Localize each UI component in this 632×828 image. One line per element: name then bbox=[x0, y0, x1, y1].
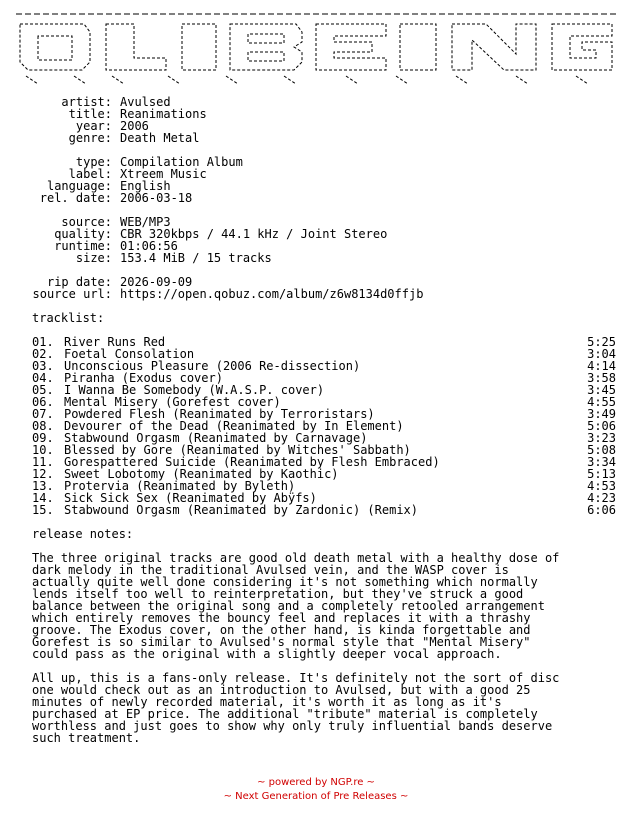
track-number: 04. bbox=[32, 371, 54, 385]
footer bbox=[0, 776, 632, 804]
info-row-rel-date bbox=[0, 192, 632, 204]
info-row-genre bbox=[0, 132, 632, 144]
track-row bbox=[32, 504, 616, 516]
track-number: 08. bbox=[32, 419, 54, 433]
track-number: 09. bbox=[32, 431, 54, 445]
track-title: Foetal Consolation bbox=[64, 347, 195, 361]
track-duration: 3:23 bbox=[587, 431, 616, 445]
track-title: Protervia (Reanimated by Byleth) bbox=[64, 479, 296, 493]
track-number: 03. bbox=[32, 359, 54, 373]
track-number: 06. bbox=[32, 395, 54, 409]
track-duration: 5:25 bbox=[587, 335, 616, 349]
track-number: 15. bbox=[32, 503, 54, 517]
footer-powered-by[interactable]: ~ powered by NGP.re ~ bbox=[257, 777, 375, 788]
source-url-link[interactable]: https://open.qobuz.com/album/z6w8134d0ffjb bbox=[120, 287, 424, 301]
size-label: size: bbox=[75, 251, 112, 265]
type-label: type: bbox=[75, 155, 112, 169]
release-notes-heading: release notes: bbox=[32, 527, 134, 541]
track-number: 01. bbox=[32, 335, 54, 349]
track-title: Sweet Lobotomy (Reanimated by Kaothic) bbox=[64, 467, 339, 481]
track-title: Stabwound Orgasm (Reanimated by Zardonic) (Remix) bbox=[64, 503, 419, 517]
track-duration: 5:06 bbox=[587, 419, 616, 433]
year-label: year: bbox=[75, 119, 112, 133]
title-label: title: bbox=[68, 107, 112, 121]
title-value: Reanimations bbox=[120, 107, 207, 121]
track-duration: 6:06 bbox=[587, 503, 616, 517]
info-row-source-url bbox=[0, 288, 632, 300]
source-value: WEB/MP3 bbox=[120, 215, 171, 229]
track-title: Sick Sick Sex (Reanimated by Abÿfs) bbox=[64, 491, 317, 505]
source-url-label: source url: bbox=[32, 287, 112, 301]
ngp-banner-logo bbox=[16, 10, 616, 86]
rel-date-label: rel. date: bbox=[39, 191, 112, 205]
release-notes-paragraph-1: The three original tracks are good old death metal with a healthy dose of dark melody in the traditional Avulsed vein, and the WASP cover is actually quite well done considering it's not something which normally lends itself too well to reinterpretation, but they've struck a good balance between the original song and a completely retooled arrangement which entirely removes the bouncy feel and replaces it with a thrashy groove. The Exodus cover, on the other hand, is kinda forgettable and Gorefest is so similar to Avulsed's normal style that "Mental Misery" could pass as the original with a slightly deeper vocal approach. bbox=[32, 551, 560, 661]
runtime-label: runtime: bbox=[54, 239, 112, 253]
track-number: 02. bbox=[32, 347, 54, 361]
track-duration: 4:55 bbox=[587, 395, 616, 409]
track-duration: 4:14 bbox=[587, 359, 616, 373]
rip-date-label: rip date: bbox=[46, 275, 112, 289]
track-number: 13. bbox=[32, 479, 54, 493]
genre-label: genre: bbox=[68, 131, 112, 145]
track-duration: 5:13 bbox=[587, 467, 616, 481]
label-value: Xtreem Music bbox=[120, 167, 207, 181]
rel-date-value: 2006-03-18 bbox=[120, 191, 193, 205]
track-duration: 3:45 bbox=[587, 383, 616, 397]
track-title: Stabwound Orgasm (Reanimated by Carnavage) bbox=[64, 431, 368, 445]
track-duration: 3:04 bbox=[587, 347, 616, 361]
track-duration: 3:58 bbox=[587, 371, 616, 385]
quality-label: quality: bbox=[54, 227, 112, 241]
track-title: Gorespattered Suicide (Reanimated by Flesh Embraced) bbox=[64, 455, 440, 469]
track-title: Powdered Flesh (Reanimated by Terroristars) bbox=[64, 407, 375, 421]
track-duration: 4:53 bbox=[587, 479, 616, 493]
tracklist-heading: tracklist: bbox=[32, 311, 105, 325]
track-number: 11. bbox=[32, 455, 54, 469]
track-number: 05. bbox=[32, 383, 54, 397]
album-info-block bbox=[0, 96, 632, 300]
track-title: Unconscious Pleasure (2006 Re-dissection) bbox=[64, 359, 361, 373]
info-row-size bbox=[0, 252, 632, 264]
track-title: Blessed by Gore (Reanimated by Witches' Sabbath) bbox=[64, 443, 411, 457]
footer-tagline: ~ Next Generation of Pre Releases ~ bbox=[223, 791, 409, 802]
track-duration: 3:49 bbox=[587, 407, 616, 421]
year-value: 2006 bbox=[120, 119, 149, 133]
tracklist bbox=[32, 336, 616, 516]
track-number: 07. bbox=[32, 407, 54, 421]
release-notes-paragraph-2: All up, this is a fans-only release. It's definitely not the sort of disc one would check out as an introduction to Avulsed, but with a good 25 minutes of newly recorded material, it's worth it as long as it's purchased at EP price. The additional "tribute" material is completely worthless and just goes to show why only truly influential bands deserve such treatment. bbox=[32, 671, 560, 745]
track-number: 14. bbox=[32, 491, 54, 505]
size-value: 153.4 MiB / 15 tracks bbox=[120, 251, 272, 265]
track-duration: 4:23 bbox=[587, 491, 616, 505]
artist-label: artist: bbox=[61, 95, 112, 109]
type-value: Compilation Album bbox=[120, 155, 243, 169]
runtime-value: 01:06:56 bbox=[120, 239, 178, 253]
track-number: 12. bbox=[32, 467, 54, 481]
track-title: Piranha (Exodus cover) bbox=[64, 371, 223, 385]
track-duration: 3:34 bbox=[587, 455, 616, 469]
genre-value: Death Metal bbox=[120, 131, 200, 145]
track-title: Devourer of the Dead (Reanimated by In Element) bbox=[64, 419, 404, 433]
track-duration: 5:08 bbox=[587, 443, 616, 457]
track-title: Mental Misery (Gorefest cover) bbox=[64, 395, 281, 409]
artist-value: Avulsed bbox=[120, 95, 171, 109]
source-label: source: bbox=[61, 215, 112, 229]
rip-date-value: 2026-09-09 bbox=[120, 275, 193, 289]
label-label: label: bbox=[68, 167, 112, 181]
language-value: English bbox=[120, 179, 171, 193]
banner-art bbox=[16, 10, 616, 86]
quality-value: CBR 320kbps / 44.1 kHz / Joint Stereo bbox=[120, 227, 388, 241]
track-number: 10. bbox=[32, 443, 54, 457]
track-title: River Runs Red bbox=[64, 335, 166, 349]
language-label: language: bbox=[46, 179, 112, 193]
track-title: I Wanna Be Somebody (W.A.S.P. cover) bbox=[64, 383, 325, 397]
